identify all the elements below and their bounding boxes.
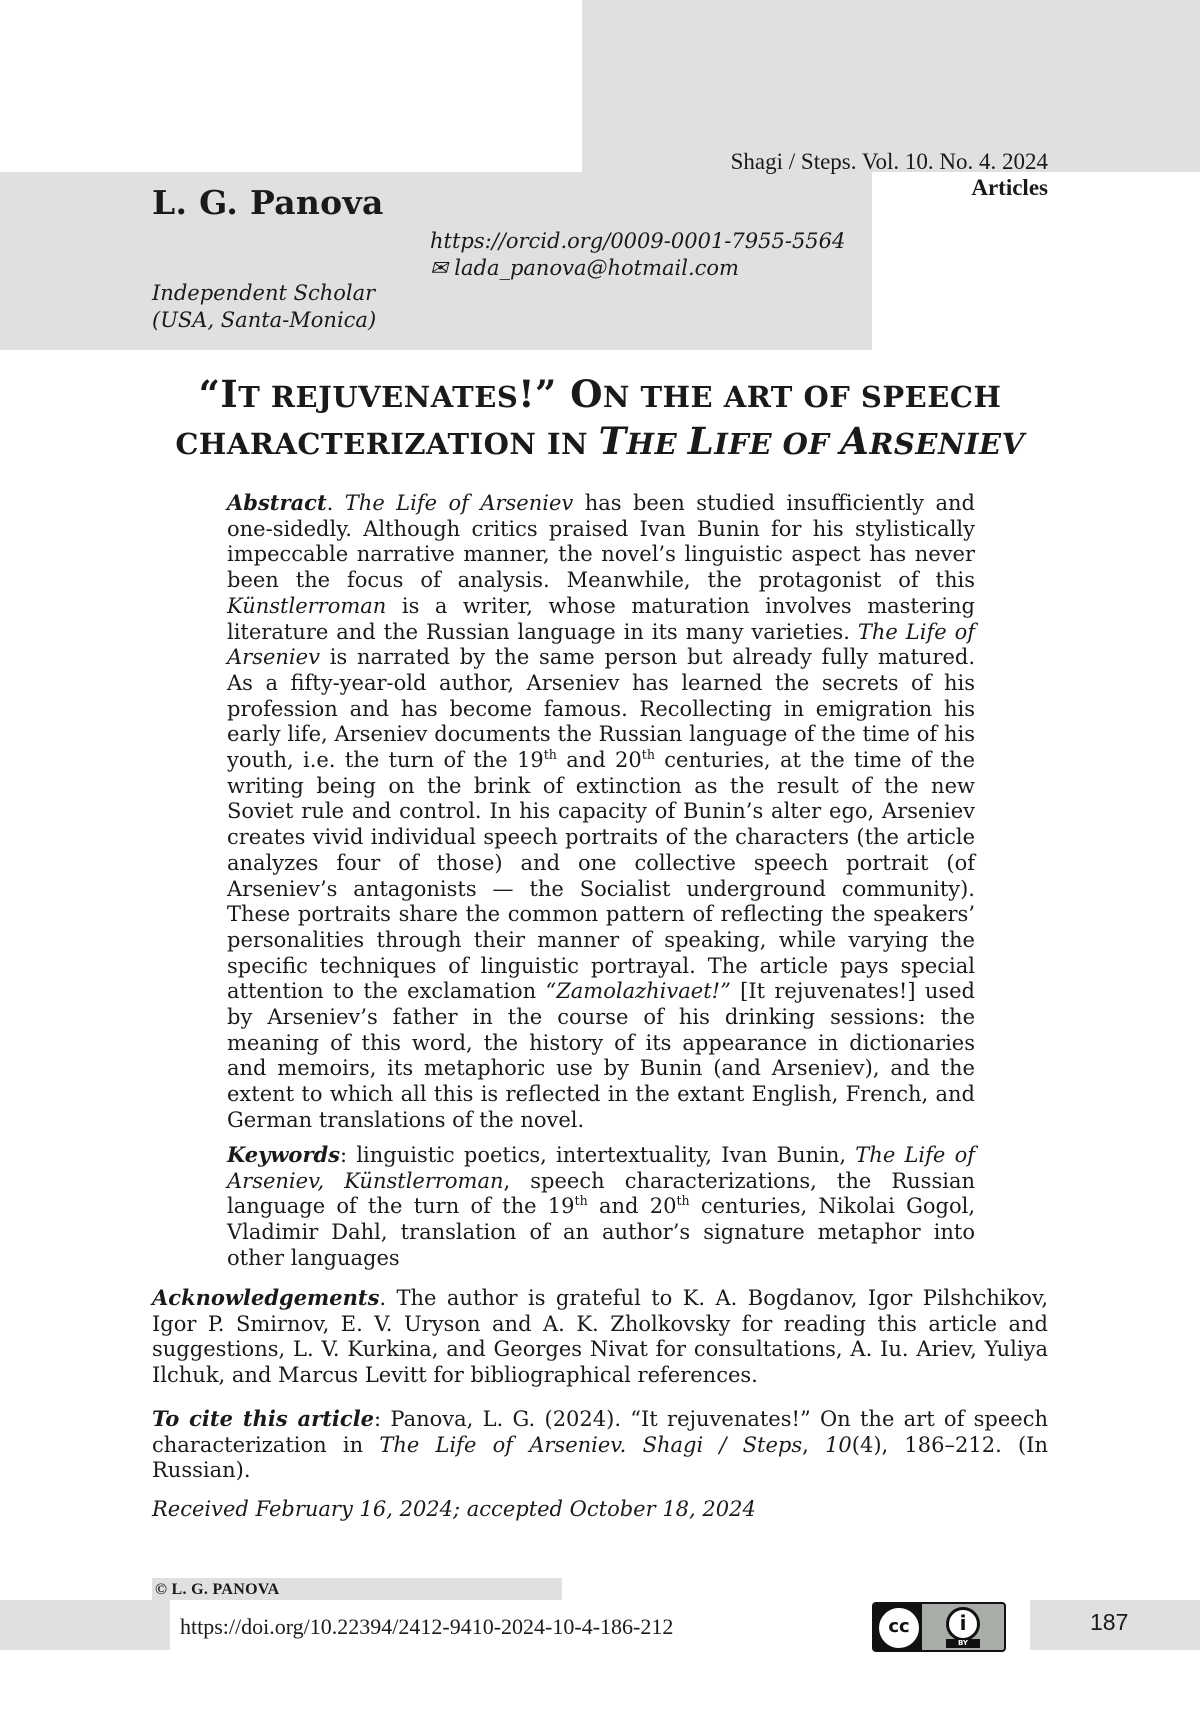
title-part: IFE OF bbox=[714, 427, 841, 461]
by-label: BY bbox=[946, 1639, 980, 1648]
journal-info bbox=[731, 149, 1048, 201]
title-part: A bbox=[840, 419, 870, 463]
title-part: N THE ART OF SPEECH bbox=[602, 380, 1002, 414]
section-label: Articles bbox=[971, 175, 1048, 200]
title-part: L bbox=[687, 419, 715, 463]
title-part: T bbox=[598, 419, 627, 463]
citation-text: : Panova, L. G. (2024). “It rejuvenates!” On the art of speech characterization in The Life of Arseniev. Shagi / Steps, 10(4), 186–212. (In Russian). bbox=[152, 1407, 1049, 1483]
abstract-label: Abstract bbox=[227, 490, 327, 515]
keywords-text: : linguistic poetics, intertextuality, Ivan Bunin, The Life of Arseniev, Künstlerroman, speech characterizations, the Russian language of the turn of the 19th and 20th centuries, Nikolai Gogol, Vladimir Dahl, translation of an author’s signature metaphor into other languages bbox=[227, 1143, 975, 1270]
title-part: O bbox=[570, 372, 603, 416]
affiliation-line2: (USA, Santa-Monica) bbox=[152, 308, 377, 332]
header-band-top bbox=[582, 0, 1200, 172]
affiliation bbox=[152, 280, 376, 334]
title-part: HE bbox=[626, 427, 688, 461]
title-part: RSENIEV bbox=[869, 427, 1025, 461]
by-icon bbox=[946, 1607, 980, 1641]
cc-text: cc bbox=[888, 1616, 910, 1637]
acknowledgements-label: Acknowledgements bbox=[152, 1285, 380, 1310]
keywords bbox=[227, 1142, 975, 1272]
cc-by-icon[interactable] bbox=[872, 1602, 1006, 1652]
page-number: 187 bbox=[1090, 1609, 1129, 1635]
abstract-text: . The Life of Arseniev has been studied insufficiently and one-sidedly. Although critics praised Ivan Bunin for his stylistically impeccable narrative manner, the novel’s linguistic aspect has never been the focus of analysis. Meanwhile, the protagonist of this Künstlerroman is a writer, whose maturation involves mastering literature and the Russian language in its many varieties. The Life of Arseniev is narrated by the same person but already fully matured. As a fifty-year-old author, Arseniev has learned the secrets of his profession and has become famous. Recollecting in emigration his early life, Arseniev documents the Russian language of the time of his youth, i.e. the turn of the 19th and 20th centuries, at the time of the writing being on the brink of extinction as the result of the new Soviet rule and control. In his capacity of Bunin’s alter ego, Arseniev creates vivid individual speech portraits of the characters (the article analyzes four of those) and one collective speech portrait (of Arseniev’s antagonists — the Socialist underground community). These portraits share the common pattern of reflecting the speakers’ personalities through their manner of speaking, while varying the specific techniques of linguistic portrayal. The article pays special attention to the exclamation “Zamolazhivaet!” [It rejuvenates!] used by Arseniev’s father in the course of his drinking sessions: the meaning of this word, the history of its appearance in dictionaries and memoirs, its metaphoric use by Bunin (and Arseniev), and the extent to which all this is reflected in the extant English, French, and German translations of the novel. bbox=[227, 491, 975, 1132]
email-link[interactable]: ✉ lada_panova@hotmail.com bbox=[430, 256, 739, 280]
acknowledgements-text: . The author is grateful to K. A. Bogdanov, Igor Pilshchikov, Igor P. Smirnov, E. V. Uryson and A. K. Zholkovsky for reading this article and suggestions, L. V. Kurkina, and Georges Nivat for consultations, A. Iu. Ariev, Yuliya Ilchuk, and Marcus Levitt for bibliographical references. bbox=[152, 1286, 1048, 1388]
author-name: L. G. Panova bbox=[152, 183, 384, 222]
copyright: © L. G. PANOVA bbox=[155, 1581, 280, 1598]
by-symbol: i bbox=[959, 1611, 967, 1635]
article-title bbox=[100, 372, 1100, 466]
cc-icon bbox=[879, 1608, 919, 1648]
abstract bbox=[227, 490, 975, 1134]
title-line2 bbox=[100, 419, 1100, 466]
keywords-label: Keywords bbox=[227, 1142, 341, 1167]
citation bbox=[152, 1406, 1048, 1484]
citation-label: To cite this article bbox=[152, 1406, 375, 1431]
title-part: !” bbox=[518, 372, 571, 416]
affiliation-line1: Independent Scholar bbox=[152, 281, 376, 305]
title-line1 bbox=[100, 372, 1100, 419]
orcid-link[interactable]: https://orcid.org/0009-0001-7955-5564 bbox=[430, 229, 846, 253]
title-part: CHARACTERIZATION IN bbox=[175, 427, 599, 461]
received-dates: Received February 16, 2024; accepted October 18, 2024 bbox=[152, 1497, 756, 1521]
title-part: “I bbox=[198, 372, 239, 416]
journal-title: Shagi / Steps. Vol. 10. No. 4. 2024 bbox=[730, 149, 1048, 174]
title-part: T REJUVENATES bbox=[238, 380, 519, 414]
doi-link[interactable]: https://doi.org/10.22394/2412-9410-2024-10-4-186-212 bbox=[180, 1614, 674, 1639]
footer-band-doi bbox=[0, 1600, 170, 1650]
acknowledgements bbox=[152, 1285, 1048, 1389]
contact-block bbox=[430, 228, 845, 282]
